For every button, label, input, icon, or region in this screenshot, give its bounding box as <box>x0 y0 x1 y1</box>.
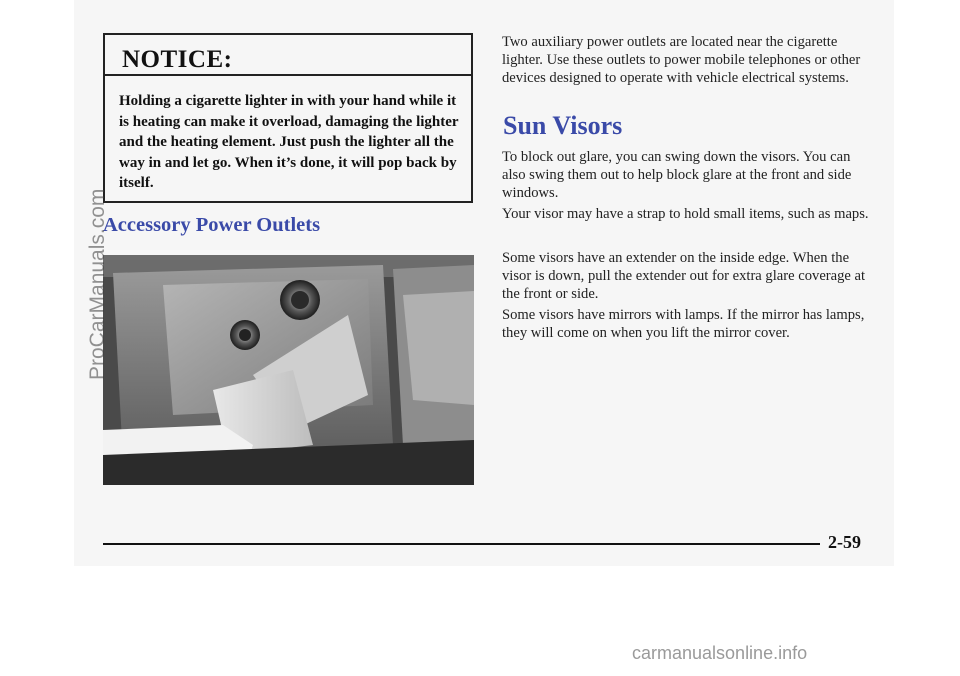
section-title-accessory-power-outlets: Accessory Power Outlets <box>103 214 321 236</box>
outlets-paragraph: Two auxiliary power outlets are located near the cigarette lighter. Use these outlets to power mobile telephones or other devices designed to operate with vehicle electrical systems. <box>502 34 861 86</box>
notice-box <box>103 33 473 203</box>
notice-title: NOTICE: <box>105 35 471 76</box>
accessory-outlet-photo <box>103 255 474 485</box>
visors-paragraph-2: Your visor may have a strap to hold small items, such as maps. <box>502 206 869 222</box>
notice-body: Holding a cigarette lighter in with your hand while it is heating can make it overload, damaging the lighter and the heating element. Just push the lighter all the way in and let go. When it’s done, it will pop back by itself. <box>119 93 459 191</box>
visors-paragraph-1: To block out glare, you can swing down the visors. You can also swing them out to help block glare at the front and side windows. <box>502 149 852 201</box>
page-number: 2-59 <box>828 532 861 552</box>
visors-paragraph-4: Some visors have mirrors with lamps. If the mirror has lamps, they will come on when you lift the mirror cover. <box>502 307 865 341</box>
bottom-watermark[interactable]: carmanualsonline.info <box>632 643 808 663</box>
section-title-sun-visors: Sun Visors <box>503 111 623 140</box>
visors-paragraph-3: Some visors have an extender on the inside edge. When the visor is down, pull the extender out for extra glare coverage at the front or side. <box>502 250 866 302</box>
side-watermark: ProCarManuals.com <box>86 188 109 380</box>
footer-rule <box>103 543 820 545</box>
